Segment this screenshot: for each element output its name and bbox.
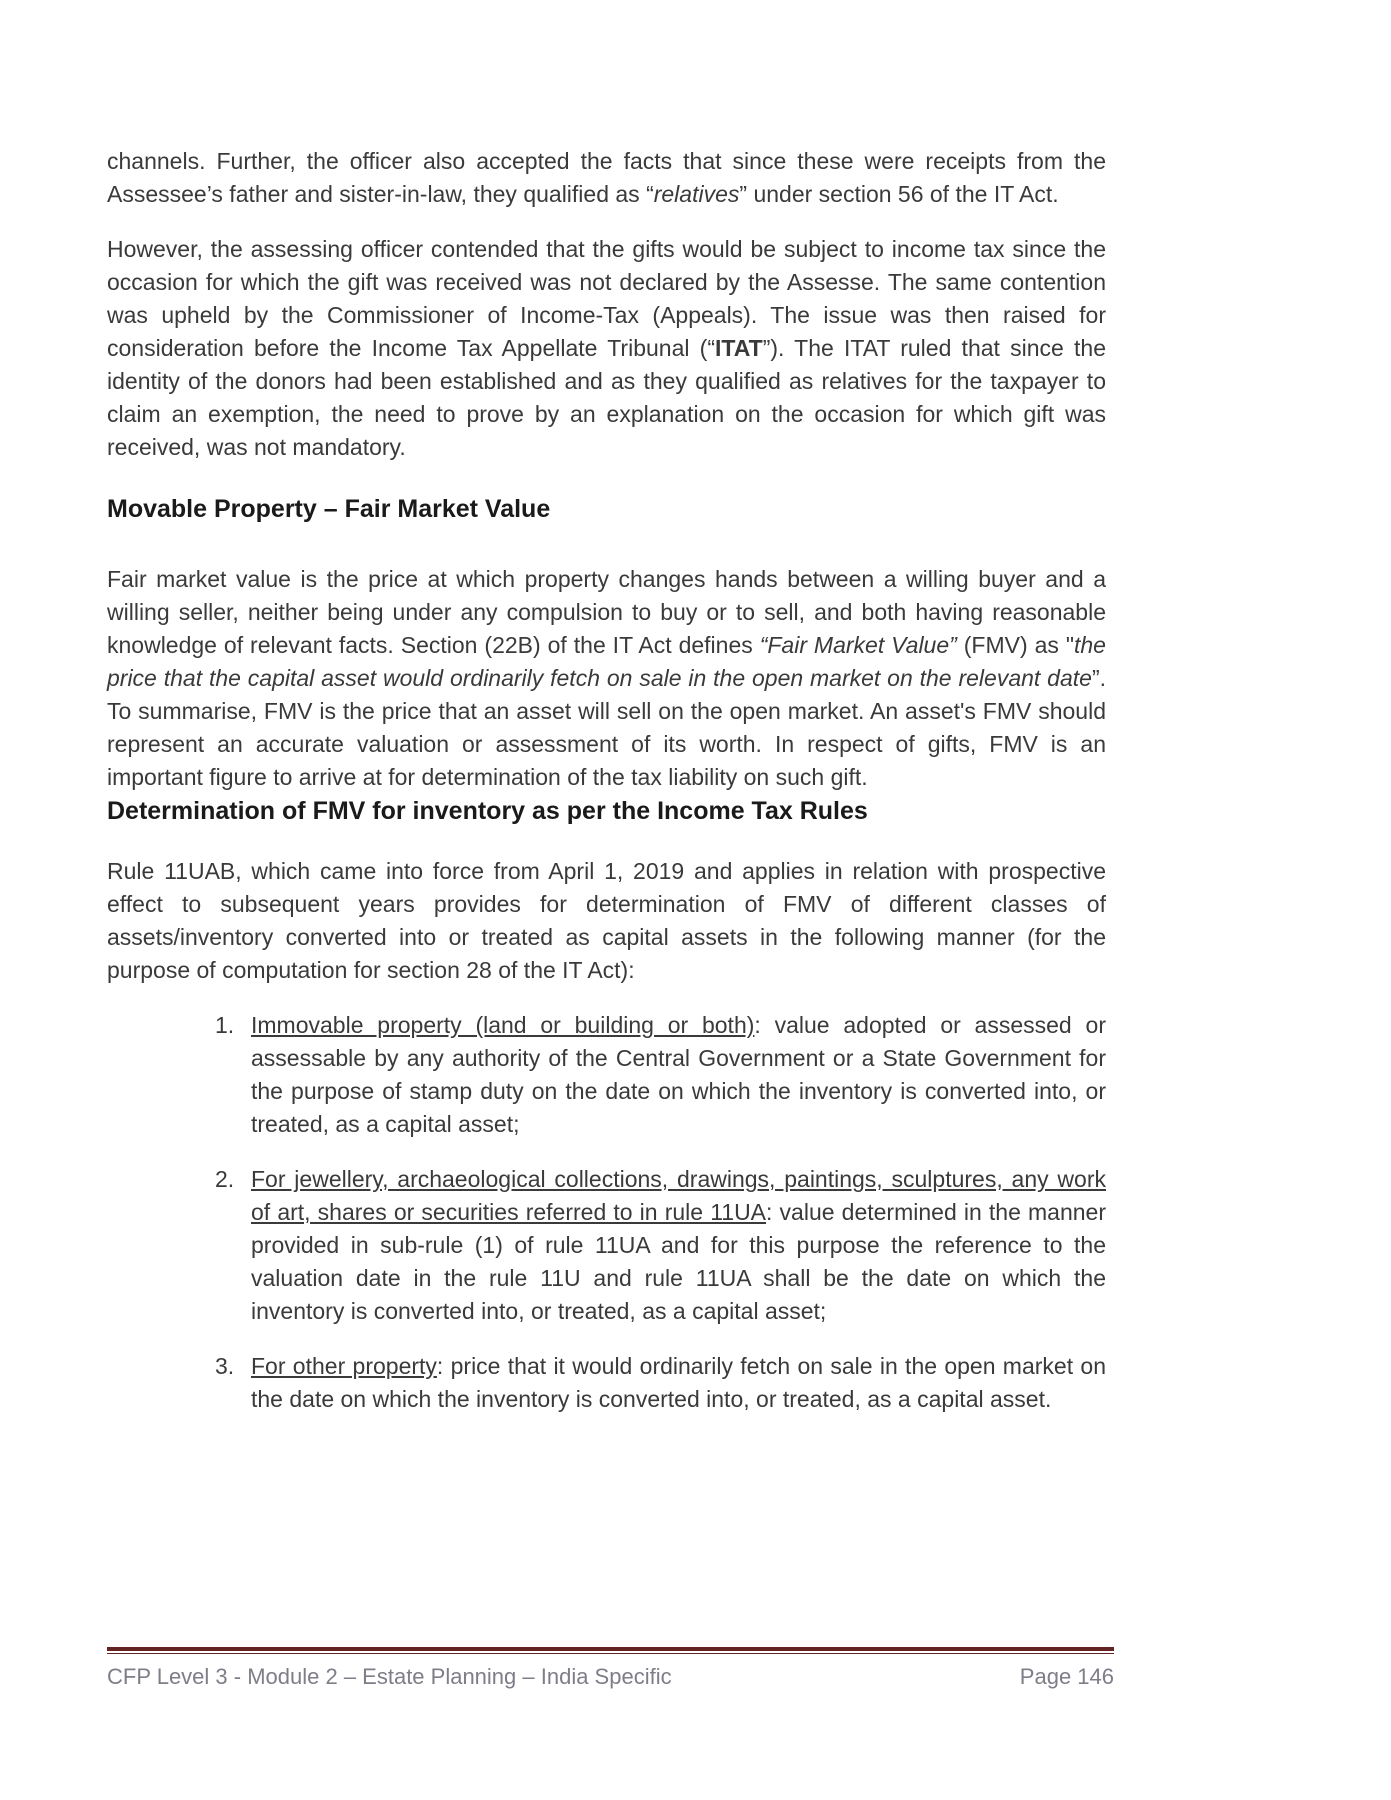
paragraph-fair-market-value bbox=[107, 563, 1106, 794]
footer-rule bbox=[107, 1647, 1114, 1654]
underlined-run: For jewellery, archaeological collections, drawings, paintings, sculptures, any work of art, shares or securities referred to in rule 11UA bbox=[251, 1166, 1106, 1225]
text-run: (FMV) as " bbox=[956, 632, 1074, 658]
list-item-jewellery-art-shares bbox=[107, 1163, 1106, 1328]
list-item-number: 1. bbox=[215, 1012, 235, 1038]
section-heading-determination-fmv: Determination of FMV for inventory as per the Income Tax Rules bbox=[107, 797, 868, 825]
text-run: : price that it would ordinarily fetch on sale in the open market on the date on which the inventory is converted into, or treated, as a capital asset. bbox=[251, 1353, 1106, 1412]
text-run: However, the assessing officer contended that the gifts would be subject to income tax since the occasion for which the gift was received was not declared by the Assesse. The same contention was upheld by the Commissioner of Income-Tax (Appeals). The issue was then raised for consideration before the Income Tax Appellate Tribunal (“ bbox=[107, 236, 1106, 361]
text-run: ” under section 56 of the IT Act. bbox=[739, 181, 1059, 207]
section-heading-movable-property: Movable Property – Fair Market Value bbox=[107, 495, 551, 523]
text-run: : value adopted or assessed or assessable by any authority of the Central Government or a State Government for the purpose of stamp duty on the date on which the inventory is converted into, or treated, as a capital asset; bbox=[251, 1012, 1106, 1137]
page-number: Page 146 bbox=[1019, 1664, 1114, 1689]
italic-run: relatives bbox=[653, 181, 740, 207]
list-item-text bbox=[251, 1009, 1106, 1141]
bold-run: ITAT bbox=[715, 335, 763, 361]
numbered-list bbox=[107, 1009, 1106, 1416]
italic-run: the price that the capital asset would ordinarily fetch on sale in the open market on the relevant date bbox=[107, 632, 1106, 691]
list-item-text bbox=[251, 1350, 1106, 1416]
underlined-run: Immovable property (land or building or both) bbox=[251, 1012, 755, 1038]
list-item-number: 2. bbox=[215, 1166, 235, 1192]
list-item-text bbox=[251, 1163, 1106, 1328]
italic-run: “Fair Market Value” bbox=[759, 632, 957, 658]
list-item-other-property bbox=[107, 1350, 1106, 1416]
page-footer bbox=[107, 1647, 1114, 1691]
text-run: : value determined in the manner provided in sub-rule (1) of rule 11UA and for this purpose the reference to the valuation date in the rule 11U and rule 11UA shall be the date on which the inventory is converted into, or treated, as a capital asset; bbox=[251, 1199, 1106, 1324]
underlined-run: For other property bbox=[251, 1353, 437, 1379]
page-content bbox=[107, 145, 1106, 1438]
footer-text-row bbox=[107, 1663, 1114, 1691]
footer-course-title: CFP Level 3 - Module 2 – Estate Planning – India Specific bbox=[107, 1664, 672, 1689]
text-run: channels. Further, the officer also accepted the facts that since these were receipts from the Assessee’s father and sister-in-law, they qualified as “ bbox=[107, 148, 1106, 207]
text-run: ”). The ITAT ruled that since the identity of the donors had been established and as they qualified as relatives for the taxpayer to claim an exemption, the need to prove by an explanation on the occasion for which gift was received, was not mandatory. bbox=[107, 335, 1106, 460]
paragraph-relatives-exemption bbox=[107, 145, 1106, 211]
text-run: Fair market value is the price at which property changes hands between a willing buyer and a willing seller, neither being under any compulsion to buy or to sell, and both having reasonable knowledge of relevant facts. Section (22B) of the IT Act defines bbox=[107, 566, 1106, 658]
list-item-number: 3. bbox=[215, 1353, 235, 1379]
paragraph-rule-11uab: Rule 11UAB, which came into force from April 1, 2019 and applies in relation with prospective effect to subsequent years provides for determination of FMV of different classes of assets/inventory converted into or treated as capital assets in the following manner (for the purpose of computation for section 28 of the IT Act): bbox=[107, 858, 1106, 983]
list-item-immovable-property bbox=[107, 1009, 1106, 1141]
paragraph-itat-ruling bbox=[107, 233, 1106, 464]
text-run: ”. To summarise, FMV is the price that an asset will sell on the open market. An asset's FMV should represent an accurate valuation or assessment of its worth. In respect of gifts, FMV is an important figure to arrive at for determination of the tax liability on such gift. bbox=[107, 665, 1106, 790]
